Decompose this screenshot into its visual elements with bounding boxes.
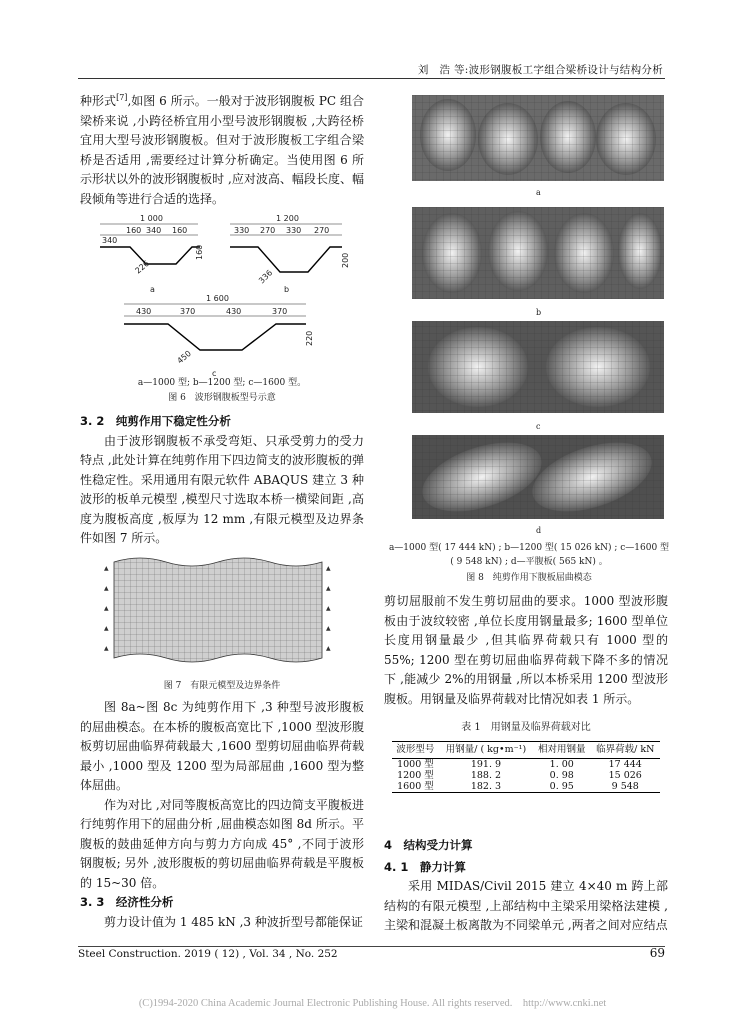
- fig8-a-label: a: [536, 188, 541, 197]
- fig6-b-seg: 270: [314, 226, 330, 235]
- fig6-a-profile: [100, 214, 204, 294]
- fig6-c-height: 220: [305, 330, 314, 346]
- fig6-c-seg: 370: [180, 307, 196, 316]
- fig8-d-label: d: [536, 526, 542, 535]
- fig6-c-seg: 430: [136, 307, 152, 316]
- svg-text:▲: ▲: [326, 645, 331, 652]
- paragraph-5: 剪力设计值为 1 485 kN ,3 种波折型号都能保证: [104, 914, 363, 929]
- fig6-c-diag: 450: [175, 348, 193, 366]
- table-cell: 9 548: [590, 781, 660, 793]
- table-cell: 0. 98: [549, 770, 574, 781]
- table-header-row: [392, 742, 660, 759]
- fig6-c-label: c: [212, 369, 217, 378]
- fig6-a-label: a: [150, 285, 155, 294]
- svg-text:▲: ▲: [326, 585, 331, 592]
- fig6-b-profile: [230, 214, 350, 294]
- table-cell: 17 444: [608, 759, 642, 770]
- figure-6-corrugation-types: [80, 212, 370, 392]
- table-row: [392, 781, 660, 793]
- table-1: [392, 718, 660, 793]
- table-header-cell: 临界荷载/ kN: [590, 742, 660, 759]
- table-header-cell: 用钢量/ ( kg•m⁻¹): [439, 742, 533, 759]
- fig6-a-height: 160: [195, 244, 204, 260]
- journal-citation: Steel Construction. 2019 ( 12) , Vol. 34 , No. 252: [78, 948, 338, 960]
- fig6-b-seg: 330: [234, 226, 250, 235]
- table-cell: 188. 2: [470, 770, 502, 781]
- paragraph-2: 由于波形钢腹板不承受弯矩、只承受剪力的受力特点 ,此处计算在纯剪作用下四边简支的波形腹板的弹性稳定性。采用通用有限元软件 ABAQUS 建立 3 种波形的板单元模型 ,模型尺寸选取本桥一横梁间距 ,高度为腹板高度 ,板厚为 12 mm ,有限元模型及边界条件如图 7 所示。: [80, 433, 364, 545]
- svg-text:▲: ▲: [326, 625, 331, 632]
- table-cell: 1. 00: [549, 759, 574, 770]
- paragraph-7: 采用 MIDAS/Civil 2015 建立 4×40 m 跨上部结构的有限元模型 ,上部结构中主梁采用梁格法建模 ,主梁和混凝土板离散为不同梁单元 ,两者之间对应结点: [384, 879, 668, 932]
- fig6-c-seg: 430: [226, 307, 242, 316]
- paragraph-6: 剪切屈服前不发生剪切屈曲的要求。1000 型波形腹板由于波纹较密 ,单位长度用钢量最多; 1600 型单位长度用钢量最少 ,但其临界荷载只有 1000 型的 55%; 1200 型在剪切屈曲临界荷载下降不多的情况下 ,能减少 2%的用钢量 ,所以本桥采用 1200 型波形腹板。用钢量及临界荷载对比情况如表 1 所示。: [384, 594, 668, 706]
- copyright-notice: (C)1994-2020 China Academic Journal Electronic Publishing House. All rights reserved. http://www.cnki.net: [138, 998, 607, 1009]
- table-row: [392, 770, 660, 781]
- fig6-c-seg: 370: [272, 307, 288, 316]
- section-3-2: [80, 412, 364, 549]
- section-heading-4: 4 结构受力计算: [384, 838, 473, 852]
- left-column-top: [80, 88, 364, 209]
- section-heading-3-3: 3. 3 经济性分析: [80, 895, 174, 909]
- svg-text:▲: ▲: [104, 605, 109, 612]
- fig6-a-total: 1 000: [140, 214, 163, 223]
- table-cell: 182. 3: [439, 781, 533, 793]
- svg-text:▲: ▲: [104, 625, 109, 632]
- fig6-a-seg: 340: [102, 236, 118, 245]
- svg-text:▲: ▲: [326, 605, 331, 612]
- table-cell: 191. 9: [470, 759, 502, 770]
- running-header: 刘 浩 等:波形钢腹板工字组合梁桥设计与结构分析: [417, 64, 663, 76]
- table-cell: 0. 95: [533, 781, 590, 793]
- fig6-caption: 图 6 波形钢腹板型号示意: [168, 393, 276, 403]
- left-column-bottom: [80, 698, 364, 932]
- right-column-middle: [384, 592, 668, 709]
- header-rule: [78, 78, 665, 79]
- table-cell: 15 026: [608, 770, 642, 781]
- fig6-a-seg: 160: [126, 226, 142, 235]
- table-header-cell: 波形型号: [392, 742, 439, 759]
- fig6-b-diag: 336: [257, 268, 275, 286]
- fig8-legend-line1: a—1000 型( 17 444 kN) ; b—1200 型( 15 026 kN) ; c—1600 型: [388, 543, 670, 553]
- fig6-b-total: 1 200: [276, 214, 299, 223]
- table-cell: 1000 型: [397, 759, 434, 770]
- table-1-grid: [392, 741, 660, 793]
- right-column-bottom: [384, 836, 668, 936]
- fig6-a-diag: 226: [133, 258, 151, 276]
- fig8-legend-line2: ( 9 548 kN) ; d—平腹板( 565 kN) 。: [450, 557, 608, 567]
- section-heading-3-2: 3. 2 纯剪作用下稳定性分析: [80, 414, 231, 428]
- fig6-a-seg: 160: [172, 226, 188, 235]
- paragraph-4: 作为对比 ,对同等腹板高宽比的四边简支平腹板进行纯剪作用下的屈曲分析 ,屈曲模态如图 8d 所示。平腹板的鼓曲延伸方向与剪力方向成 45° ,不同于波形钢腹板; 另外 ,波形腹板的剪切屈曲临界荷载是平腹板的 15~30 倍。: [80, 797, 364, 890]
- table-cell: 1600 型: [392, 781, 439, 793]
- section-heading-4-1: 4. 1 静力计算: [384, 859, 466, 874]
- figure-7-fe-model: [100, 550, 340, 668]
- paragraph-1: 种形式[7],如图 6 所示。一般对于波形钢腹板 PC 组合梁桥来说 ,小跨径桥宜用小型号波形钢腹板 ,大跨径桥宜用大型号波形钢腹板。但对于波形腹板工字组合梁桥是否适用 ,需要经过计算分析确定。当使用图 6 所示形状以外的波形钢腹板时 ,应对波高、幅段长度、幅段倾角等进行合适的选择。: [80, 93, 364, 206]
- table-1-caption: 表 1 用钢量及临界荷载对比: [461, 722, 591, 733]
- figure-8-buckling-modes: [408, 95, 668, 535]
- fig6-legend: a—1000 型; b—1200 型; c—1600 型。: [137, 378, 307, 388]
- svg-text:▲: ▲: [326, 565, 331, 572]
- fig8-panel-b: [412, 207, 664, 317]
- page-number: 69: [649, 946, 665, 960]
- svg-text:▲: ▲: [104, 645, 109, 652]
- svg-text:▲: ▲: [104, 585, 109, 592]
- fig8-c-label: c: [536, 422, 541, 431]
- fig6-b-label: b: [284, 285, 290, 294]
- fig6-a-seg: 340: [146, 226, 162, 235]
- svg-text:▲: ▲: [104, 565, 109, 572]
- fig8-caption: 图 8 纯剪作用下腹板屈曲模态: [466, 573, 592, 583]
- fig8-panel-a: [412, 95, 664, 197]
- table-header-cell: 相对用钢量: [533, 742, 590, 759]
- fig6-b-height: 200: [341, 252, 350, 268]
- fig8-b-label: b: [536, 308, 542, 317]
- fig6-b-seg: 270: [260, 226, 276, 235]
- fig8-panel-d: [412, 429, 664, 535]
- fig6-c-total: 1 600: [206, 294, 229, 303]
- table-cell: 1200 型: [397, 770, 434, 781]
- fig7-caption: 图 7 有限元模型及边界条件: [163, 681, 281, 691]
- fig6-b-seg: 330: [286, 226, 302, 235]
- footer-rule: [78, 946, 665, 947]
- table-row: [392, 759, 660, 771]
- fig8-panel-c: [412, 321, 664, 431]
- paragraph-3: 图 8a~图 8c 为纯剪作用下 ,3 种型号波形腹板的屈曲模态。在本桥的腹板高宽比下 ,1000 型波形腹板剪切屈曲临界荷载最大 ,1600 型剪切屈曲临界荷载最小 ,1000 型及 1200 型为局部屈曲 ,1600 型为整体屈曲。: [80, 700, 364, 792]
- fig6-c-profile: [124, 294, 314, 378]
